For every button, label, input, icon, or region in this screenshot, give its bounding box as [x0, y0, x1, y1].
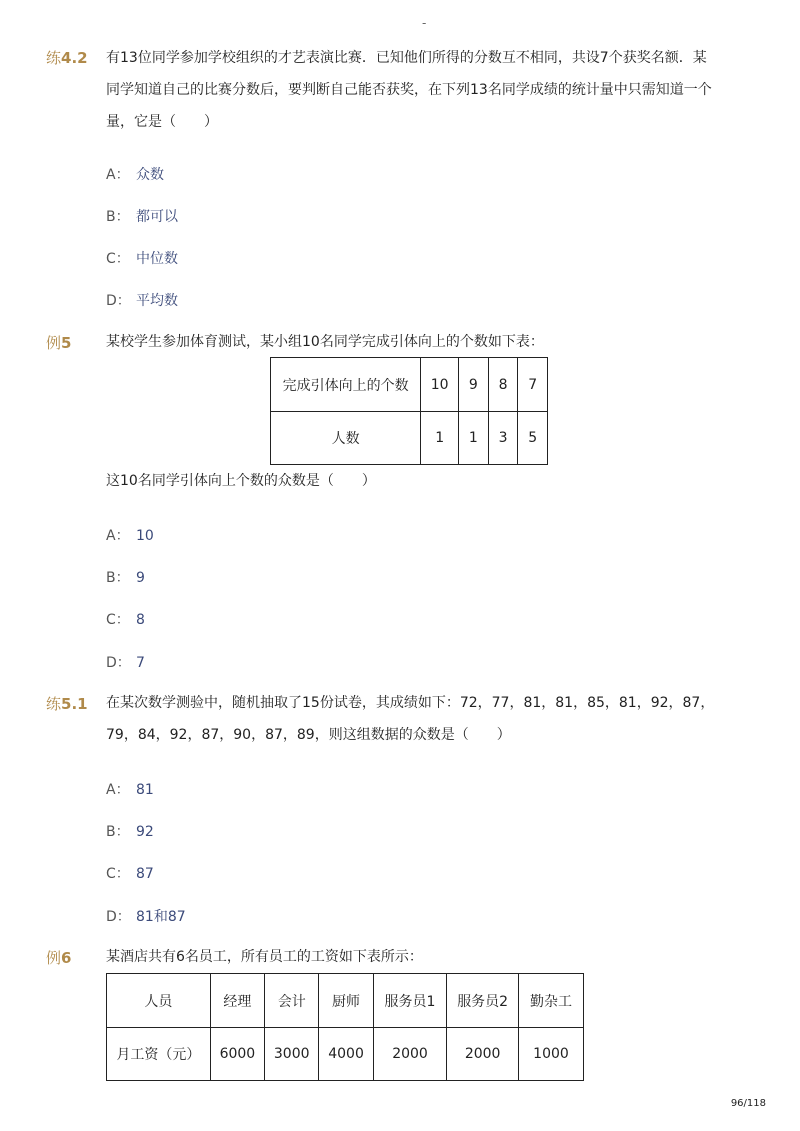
option-text: 众数	[136, 167, 164, 183]
table-cell: 2000	[373, 1028, 447, 1081]
table-cell: 人数	[271, 412, 421, 465]
option-letter: C：	[106, 866, 130, 882]
salary-table	[106, 973, 584, 1081]
table-row	[271, 412, 548, 465]
q4-label	[46, 947, 71, 968]
header-dash: -	[422, 16, 427, 30]
option-letter: D：	[106, 655, 131, 671]
option-text: 平均数	[136, 293, 178, 309]
table-cell: 8	[488, 358, 518, 412]
q3-option-d[interactable]	[106, 906, 186, 926]
option-letter: B：	[106, 570, 130, 586]
q2-intro: 某校学生参加体育测试，某小组10名同学完成引体向上的个数如下表：	[106, 334, 544, 350]
q1-label-number: 4.2	[61, 49, 88, 67]
table-cell: 3	[488, 412, 518, 465]
table-cell: 6000	[210, 1028, 264, 1081]
table-cell: 9	[459, 358, 489, 412]
table-cell: 2000	[447, 1028, 519, 1081]
q3-label	[46, 693, 88, 714]
option-text: 8	[136, 612, 145, 628]
option-letter: B：	[106, 209, 130, 225]
q1-option-d[interactable]	[106, 290, 178, 310]
table-cell: 7	[518, 358, 548, 412]
q3-label-prefix: 练	[46, 695, 62, 713]
table-cell: 人员	[107, 974, 211, 1028]
table-cell: 4000	[319, 1028, 373, 1081]
table-cell: 勤杂工	[519, 974, 584, 1028]
q1-option-a[interactable]	[106, 164, 164, 184]
q3-option-c[interactable]	[106, 863, 154, 883]
option-letter: B：	[106, 824, 130, 840]
option-text: 81和87	[136, 909, 186, 925]
q1-option-c[interactable]	[106, 248, 178, 268]
option-text: 10	[136, 528, 154, 544]
table-cell: 服务员2	[447, 974, 519, 1028]
table-cell: 服务员1	[373, 974, 447, 1028]
option-letter: C：	[106, 612, 130, 628]
option-letter: A：	[106, 528, 130, 544]
table-cell: 厨师	[319, 974, 373, 1028]
q2-label-number: 5	[61, 334, 72, 352]
q3-label-number: 5.1	[61, 695, 88, 713]
option-letter: A：	[106, 167, 130, 183]
option-letter: D：	[106, 293, 131, 309]
table-cell: 经理	[210, 974, 264, 1028]
q2-option-b[interactable]	[106, 567, 145, 587]
option-text: 中位数	[136, 251, 178, 267]
q4-label-number: 6	[61, 949, 72, 967]
table-cell: 10	[421, 358, 459, 412]
table-row	[107, 974, 584, 1028]
option-text: 81	[136, 782, 154, 798]
table-cell: 1	[421, 412, 459, 465]
q3-option-a[interactable]	[106, 779, 154, 799]
q2-label-prefix: 例	[46, 334, 62, 352]
option-letter: C：	[106, 251, 130, 267]
table-cell: 3000	[265, 1028, 319, 1081]
option-letter: D：	[106, 909, 131, 925]
q2-option-a[interactable]	[106, 525, 154, 545]
table-cell: 1	[459, 412, 489, 465]
option-text: 9	[136, 570, 145, 586]
q1-text: 有13位同学参加学校组织的才艺表演比赛．已知他们所得的分数互不相同，共设7个获奖名额．某同学知道自己的比赛分数后，要判断自己能否获奖，在下列13名同学成绩的统计量中只需知道一个量，它是（ ）	[106, 50, 712, 130]
table-cell: 会计	[265, 974, 319, 1028]
q3-text: 在某次数学测验中，随机抽取了15份试卷，其成绩如下：72，77，81，81，85，81，92，87，79，84，92，87，90，87，89，则这组数据的众数是（ ）	[106, 695, 715, 743]
q2-option-c[interactable]	[106, 609, 145, 629]
option-text: 92	[136, 824, 154, 840]
option-text: 7	[136, 655, 145, 671]
table-cell: 5	[518, 412, 548, 465]
table-cell: 月工资（元）	[107, 1028, 211, 1081]
q1-label-prefix: 练	[46, 49, 62, 67]
table-cell: 完成引体向上的个数	[271, 358, 421, 412]
option-text: 87	[136, 866, 154, 882]
q4-intro: 某酒店共有6名员工，所有员工的工资如下表所示：	[106, 949, 423, 965]
table-row	[271, 358, 548, 412]
q1-option-b[interactable]	[106, 206, 178, 226]
page-number: 96/118	[730, 1098, 766, 1109]
q2-label	[46, 332, 71, 353]
table-row	[107, 1028, 584, 1081]
q1-label	[46, 47, 88, 68]
q3-option-b[interactable]	[106, 821, 154, 841]
table-cell: 1000	[519, 1028, 584, 1081]
q4-label-prefix: 例	[46, 949, 62, 967]
option-letter: A：	[106, 782, 130, 798]
q2-option-d[interactable]	[106, 652, 145, 672]
option-text: 都可以	[136, 209, 178, 225]
pullup-table	[270, 357, 548, 465]
q2-question: 这10名同学引体向上个数的众数是（ ）	[106, 473, 376, 489]
